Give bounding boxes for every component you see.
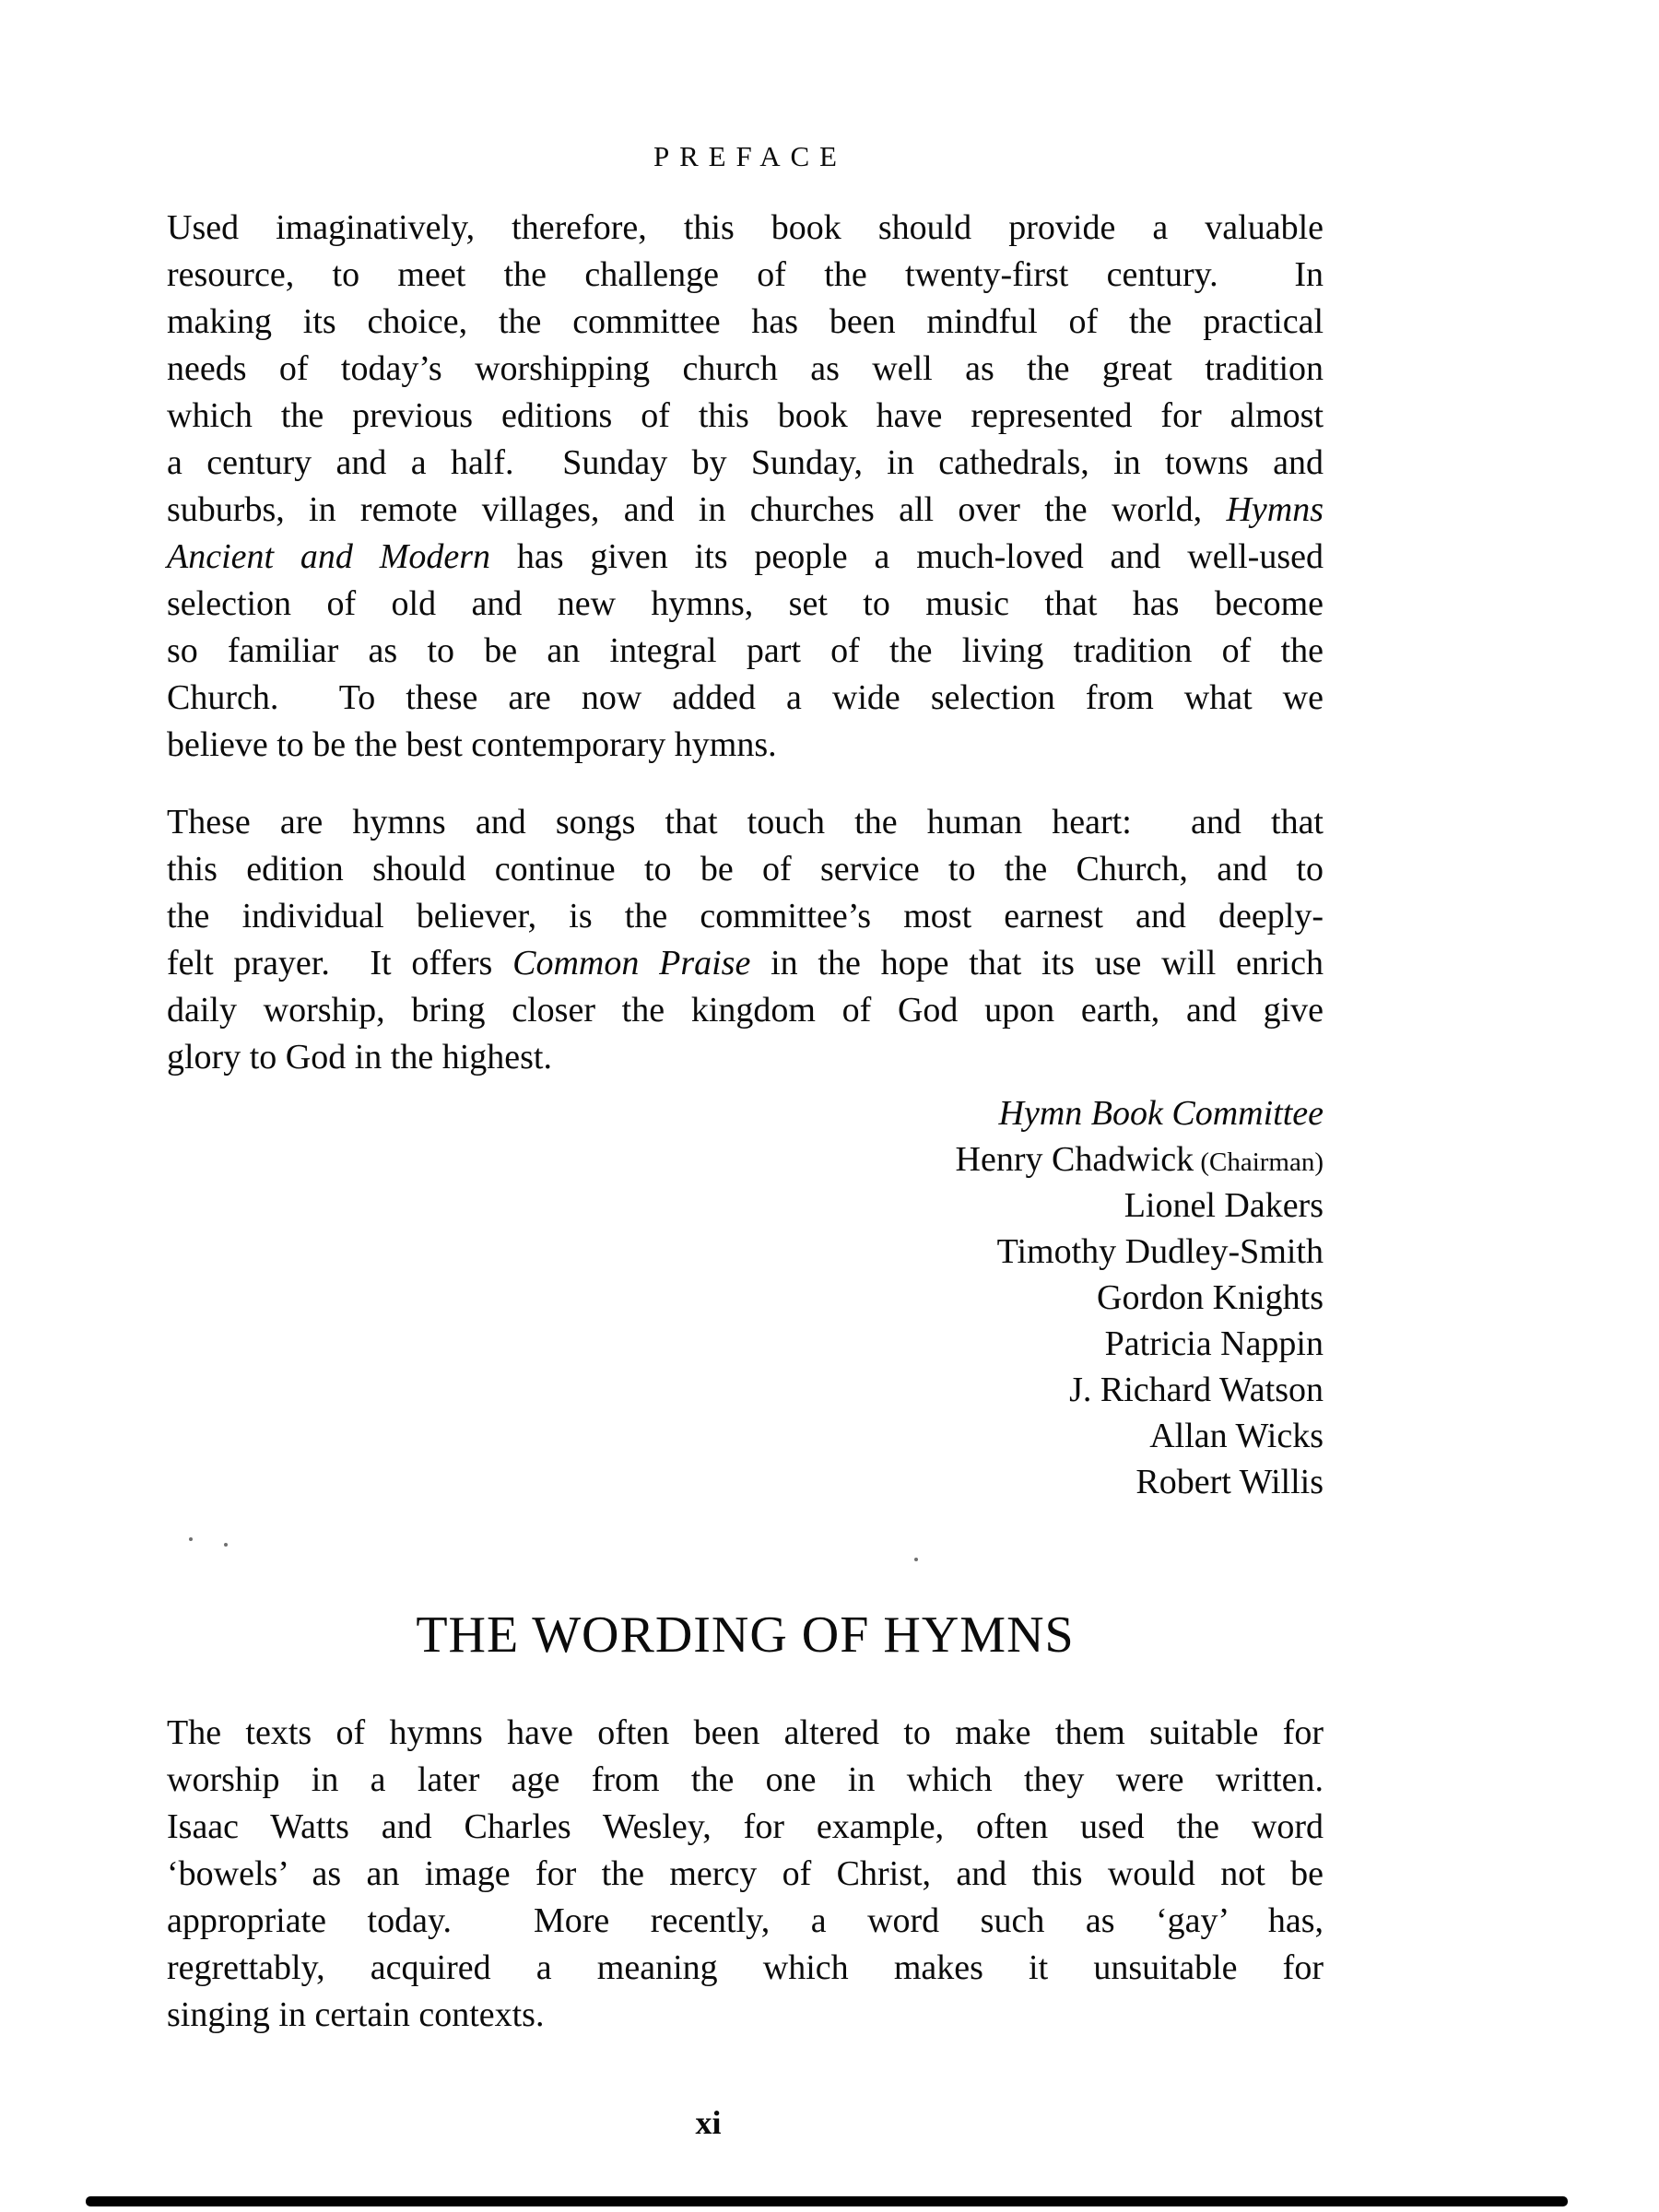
text-segment: making its choice, the committee has been mindful of the practical	[167, 302, 1324, 341]
committee-member	[167, 1229, 1324, 1275]
text-segment: ‘bowels’ as an image for the mercy of Christ, and this would not be	[167, 1854, 1324, 1893]
scan-speck	[189, 1537, 193, 1541]
text-segment: daily worship, bring closer the kingdom of God upon earth, and give	[167, 991, 1324, 1030]
text-segment: believe to be the best contemporary hymns.	[167, 725, 777, 764]
committee-member-name: J. Richard Watson	[1069, 1371, 1324, 1409]
committee-member-name: Gordon Knights	[1097, 1278, 1324, 1317]
text-segment: singing in certain contexts.	[167, 1995, 545, 2034]
text-line	[167, 940, 1324, 987]
text-segment: Church. To these are now added a wide selection from what we	[167, 678, 1324, 717]
scan-speck	[914, 1558, 918, 1561]
committee-member-name: Allan Wicks	[1149, 1417, 1324, 1455]
committee-member	[167, 1367, 1324, 1413]
text-segment: selection of old and new hymns, set to music that has become	[167, 584, 1324, 623]
italic-text-segment: Ancient and Modern	[167, 537, 491, 576]
text-segment: Used imaginatively, therefore, this book should provide a valuable	[167, 208, 1324, 247]
text-segment: felt prayer. It offers	[167, 944, 513, 982]
text-line	[167, 893, 1324, 940]
text-line	[167, 487, 1324, 534]
committee-member-name: Lionel Dakers	[1124, 1186, 1324, 1225]
text-line	[167, 299, 1324, 346]
committee-member	[167, 1182, 1324, 1229]
italic-text-segment: Common Praise	[512, 944, 751, 982]
committee-member-name: Timothy Dudley-Smith	[996, 1232, 1324, 1271]
preface-paragraph-1	[167, 205, 1324, 769]
scan-artifact-bar	[86, 2196, 1568, 2206]
text-line	[167, 628, 1324, 675]
text-line	[167, 581, 1324, 628]
committee-member-note: (Chairman)	[1194, 1147, 1324, 1177]
section-heading: THE WORDING OF HYMNS	[416, 1606, 1075, 1664]
text-line	[167, 1757, 1324, 1804]
scan-speck	[224, 1543, 228, 1547]
text-line	[167, 1898, 1324, 1945]
text-line	[167, 393, 1324, 440]
text-line	[167, 1710, 1324, 1757]
text-line	[167, 205, 1324, 252]
text-segment: suburbs, in remote villages, and in churches all over the world,	[167, 490, 1227, 529]
committee-members	[167, 1136, 1324, 1505]
text-line	[167, 1804, 1324, 1851]
text-line	[167, 675, 1324, 722]
committee-member-name: Robert Willis	[1135, 1463, 1324, 1501]
page-number: xi	[695, 2104, 722, 2141]
text-line	[167, 799, 1324, 846]
text-segment: Isaac Watts and Charles Wesley, for example, often used the word	[167, 1807, 1324, 1846]
committee-signature-block	[167, 1090, 1324, 1505]
text-segment: The texts of hymns have often been altered to make them suitable for	[167, 1713, 1324, 1752]
text-segment: needs of today’s worshipping church as well as the great tradition	[167, 349, 1324, 388]
text-line	[167, 1034, 1324, 1081]
text-line	[167, 987, 1324, 1034]
committee-member-name: Henry Chadwick	[955, 1140, 1194, 1179]
committee-title: Hymn Book Committee	[998, 1094, 1324, 1133]
text-segment: has given its people a much-loved and well-used	[490, 537, 1324, 576]
text-line	[167, 722, 1324, 769]
text-line	[167, 252, 1324, 299]
text-line	[167, 1851, 1324, 1898]
text-segment: this edition should continue to be of service to the Church, and to	[167, 850, 1324, 888]
committee-member	[167, 1413, 1324, 1459]
text-segment: so familiar as to be an integral part of the living tradition of the	[167, 631, 1324, 670]
text-segment: worship in a later age from the one in which they were written.	[167, 1760, 1324, 1799]
wording-paragraph-1	[167, 1710, 1324, 2039]
preface-paragraph-2	[167, 799, 1324, 1081]
committee-member	[167, 1321, 1324, 1367]
text-line	[167, 346, 1324, 393]
committee-member	[167, 1459, 1324, 1505]
text-segment: These are hymns and songs that touch the human heart: and that	[167, 803, 1324, 841]
text-line	[167, 1992, 1324, 2039]
text-segment: resource, to meet the challenge of the twenty-first century. In	[167, 255, 1324, 294]
italic-text-segment: Hymns	[1226, 490, 1324, 529]
text-segment: a century and a half. Sunday by Sunday, in cathedrals, in towns and	[167, 443, 1324, 482]
committee-member	[167, 1136, 1324, 1182]
text-segment: regrettably, acquired a meaning which makes it unsuitable for	[167, 1948, 1324, 1987]
text-segment: in the hope that its use will enrich	[750, 944, 1324, 982]
text-segment: glory to God in the highest.	[167, 1038, 552, 1077]
text-segment: which the previous editions of this book have represented for almost	[167, 396, 1324, 435]
text-line	[167, 440, 1324, 487]
text-line	[167, 846, 1324, 893]
page-header: PREFACE	[653, 140, 847, 172]
committee-member	[167, 1275, 1324, 1321]
text-segment: appropriate today. More recently, a word such as ‘gay’ has,	[167, 1901, 1324, 1940]
committee-member-name: Patricia Nappin	[1104, 1324, 1324, 1363]
text-segment: the individual believer, is the committee’s most earnest and deeply-	[167, 897, 1324, 935]
text-line	[167, 1945, 1324, 1992]
text-line	[167, 534, 1324, 581]
